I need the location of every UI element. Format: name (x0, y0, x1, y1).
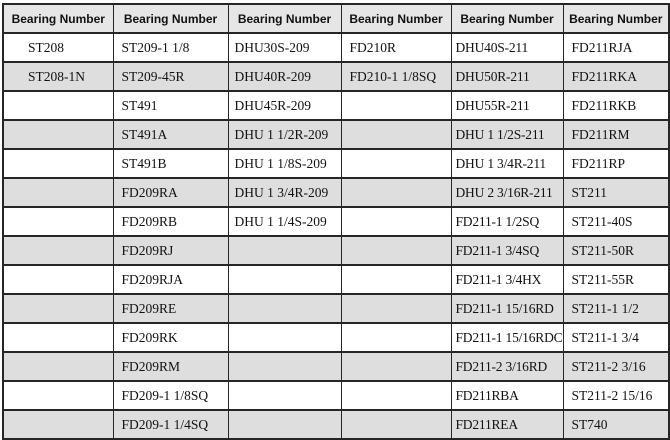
table-cell (341, 149, 451, 178)
table-row (3, 178, 669, 207)
table-cell: ST211-40S (563, 207, 669, 236)
table-cell: DHU 1 3/4R-211 (451, 149, 563, 178)
column-header: Bearing Number (3, 4, 113, 33)
table-cell: ST740 (563, 410, 669, 439)
table-cell (341, 323, 451, 352)
table-row (3, 120, 669, 149)
table-cell (341, 294, 451, 323)
table-cell: FD209RK (113, 323, 228, 352)
table-cell: ST208-1N (3, 62, 113, 91)
table-cell (3, 352, 113, 381)
table-cell (3, 207, 113, 236)
table-cell: DHU 2 3/16R-211 (451, 178, 563, 207)
column-header: Bearing Number (341, 4, 451, 33)
table-cell: FD209-1 1/8SQ (113, 381, 228, 410)
column-header: Bearing Number (563, 4, 669, 33)
table-cell: FD211RKA (563, 62, 669, 91)
table-row (3, 381, 669, 410)
table-row (3, 265, 669, 294)
table-cell: ST209-45R (113, 62, 228, 91)
table-cell: ST208 (3, 33, 113, 62)
table-cell: FD209-1 1/4SQ (113, 410, 228, 439)
bearing-table-container (2, 3, 670, 440)
table-cell: DHU 1 3/4R-209 (228, 178, 341, 207)
table-cell (228, 294, 341, 323)
table-cell: FD211RM (563, 120, 669, 149)
table-cell: ST211-2 15/16 (563, 381, 669, 410)
table-cell: ST211-55R (563, 265, 669, 294)
table-cell (3, 91, 113, 120)
table-cell: DHU 1 1/8S-209 (228, 149, 341, 178)
table-cell: FD210R (341, 33, 451, 62)
table-cell: ST211-2 3/16 (563, 352, 669, 381)
column-header: Bearing Number (451, 4, 563, 33)
table-cell (341, 265, 451, 294)
table-row (3, 294, 669, 323)
table-cell (3, 149, 113, 178)
table-header (3, 4, 669, 33)
table-cell: DHU55R-211 (451, 91, 563, 120)
table-row (3, 323, 669, 352)
table-cell (341, 91, 451, 120)
table-cell (341, 410, 451, 439)
table-cell (3, 265, 113, 294)
table-cell: ST211-1 3/4 (563, 323, 669, 352)
table-row (3, 410, 669, 439)
table-cell: FD209RE (113, 294, 228, 323)
table-cell: FD210-1 1/8SQ (341, 62, 451, 91)
table-cell: DHU40S-211 (451, 33, 563, 62)
table-cell: FD209RB (113, 207, 228, 236)
table-row (3, 91, 669, 120)
table-cell: DHU 1 1/2S-211 (451, 120, 563, 149)
table-cell (341, 207, 451, 236)
table-cell (3, 294, 113, 323)
table-cell: FD211RP (563, 149, 669, 178)
table-cell (341, 178, 451, 207)
table-row (3, 236, 669, 265)
table-cell (3, 381, 113, 410)
table-cell: ST491A (113, 120, 228, 149)
table-cell (228, 352, 341, 381)
table-cell (341, 120, 451, 149)
table-cell (228, 265, 341, 294)
table-cell: FD211-1 15/16RDC (451, 323, 563, 352)
table-cell: FD211RKB (563, 91, 669, 120)
table-cell: FD211RBA (451, 381, 563, 410)
table-cell (341, 381, 451, 410)
table-cell: FD211-1 3/4SQ (451, 236, 563, 265)
column-header: Bearing Number (228, 4, 341, 33)
table-row (3, 149, 669, 178)
table-cell (3, 323, 113, 352)
table-cell (228, 381, 341, 410)
table-cell (3, 178, 113, 207)
table-cell: FD209RA (113, 178, 228, 207)
table-cell (341, 236, 451, 265)
table-cell (3, 410, 113, 439)
table-cell: ST491B (113, 149, 228, 178)
table-cell: DHU 1 1/2R-209 (228, 120, 341, 149)
table-cell (3, 236, 113, 265)
header-row (3, 4, 669, 33)
table-cell: FD211-1 1/2SQ (451, 207, 563, 236)
table-cell: ST211-50R (563, 236, 669, 265)
table-cell: FD211-1 15/16RD (451, 294, 563, 323)
table-cell: DHU45R-209 (228, 91, 341, 120)
table-cell: FD211RJA (563, 33, 669, 62)
table-cell: FD211-2 3/16RD (451, 352, 563, 381)
table-cell (228, 323, 341, 352)
table-cell (3, 120, 113, 149)
bearing-number-table (2, 3, 670, 440)
table-row (3, 62, 669, 91)
table-cell: ST209-1 1/8 (113, 33, 228, 62)
table-row (3, 33, 669, 62)
table-cell: FD209RM (113, 352, 228, 381)
table-cell: DHU40R-209 (228, 62, 341, 91)
table-cell: DHU30S-209 (228, 33, 341, 62)
table-body (3, 33, 669, 439)
table-row (3, 207, 669, 236)
table-cell (228, 236, 341, 265)
table-cell: ST211 (563, 178, 669, 207)
table-cell: FD209RJA (113, 265, 228, 294)
table-row (3, 352, 669, 381)
column-header: Bearing Number (113, 4, 228, 33)
table-cell: ST211-1 1/2 (563, 294, 669, 323)
table-cell (228, 410, 341, 439)
table-cell: ST491 (113, 91, 228, 120)
table-cell: DHU50R-211 (451, 62, 563, 91)
table-cell: FD211-1 3/4HX (451, 265, 563, 294)
table-cell (341, 352, 451, 381)
table-cell: FD209RJ (113, 236, 228, 265)
table-cell: FD211REA (451, 410, 563, 439)
table-cell: DHU 1 1/4S-209 (228, 207, 341, 236)
